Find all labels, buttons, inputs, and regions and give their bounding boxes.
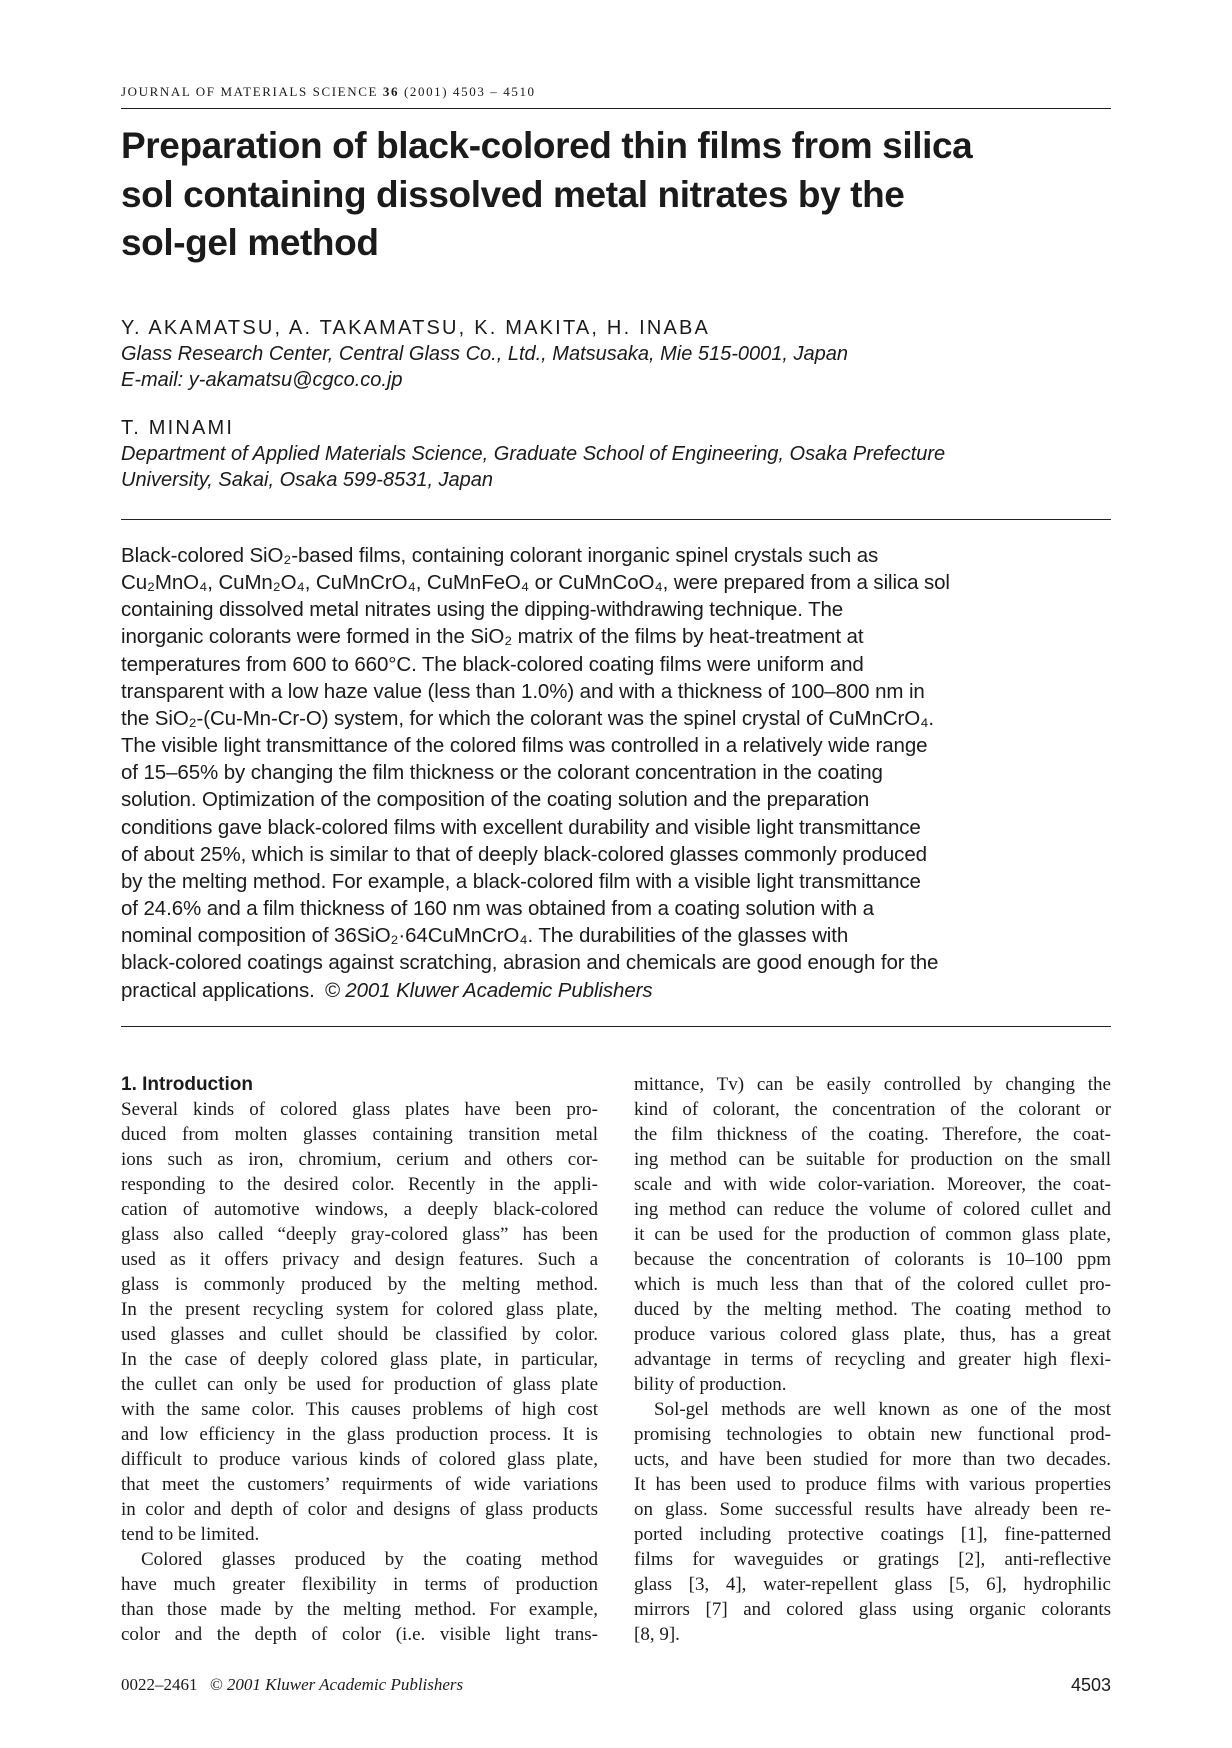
abstract-line	[121, 814, 950, 841]
text-line: the cullet can only be used for production of glass plate	[121, 1374, 598, 1395]
abstract-line-text: conditions gave black-colored films with excellent durability and visible light transmittance	[121, 815, 921, 839]
abstract-line-text: of 15–65% by changing the film thickness or the colorant concentration in the coating	[121, 761, 883, 785]
text-line: in color and depth of color and designs of glass products	[121, 1499, 598, 1520]
text-line: on glass. Some successful results have already been re-	[634, 1499, 1111, 1520]
abstract-line-text: temperatures from 600 to 660°C. The black-colored coating films were uniform and	[121, 652, 864, 676]
right-column	[634, 1072, 1111, 1647]
text-line: mittance, Tv) can be easily controlled by changing the	[634, 1074, 1111, 1095]
header-rule	[121, 108, 1111, 109]
abstract-line-text: of 24.6% and a film thickness of 160 nm was obtained from a coating solution with a	[121, 897, 874, 921]
abstract-bottom-rule	[121, 1026, 1111, 1027]
abstract-line	[121, 922, 950, 949]
text-line: ucts, and have been studied for more than two decades.	[634, 1449, 1111, 1470]
paper-title	[121, 122, 972, 268]
abstract-line	[121, 895, 950, 922]
text-line: color and the depth of color (i.e. visible light trans-	[121, 1624, 598, 1645]
abstract-line-text: by the melting method. For example, a black-colored film with a visible light transmittance	[121, 869, 921, 893]
text-line: duced by the melting method. The coating method to	[634, 1299, 1111, 1320]
text-line: produce various colored glass plate, thus, has a great	[634, 1324, 1111, 1345]
text-line: have much greater flexibility in terms of production	[121, 1574, 598, 1595]
abstract-line	[121, 705, 950, 732]
text-line: tend to be limited.	[121, 1524, 260, 1545]
abstract-line	[121, 759, 950, 786]
issn: 0022–2461	[121, 1675, 198, 1694]
author-names: Y. AKAMATSU, A. TAKAMATSU, K. MAKITA, H. INABA	[121, 317, 711, 339]
text-line: Several kinds of colored glass plates have been pro-	[121, 1099, 598, 1120]
text-line: than those made by the melting method. For example,	[121, 1599, 598, 1620]
abstract-line	[121, 623, 950, 650]
journal-name: JOURNAL OF MATERIALS SCIENCE	[121, 84, 379, 99]
section-heading: 1. Introduction	[121, 1074, 253, 1095]
abstract-top-rule	[121, 519, 1111, 520]
abstract-line	[121, 841, 950, 868]
text-line: which is much less than that of the colored cullet pro-	[634, 1274, 1111, 1295]
author-block-1	[121, 315, 848, 393]
text-line: used as it offers privacy and design features. Such a	[121, 1249, 598, 1270]
author-affiliation: Glass Research Center, Central Glass Co., Ltd., Matsusaka, Mie 515-0001, Japan	[121, 343, 849, 365]
author-affiliation: University, Sakai, Osaka 599-8531, Japan	[121, 469, 494, 491]
abstract-line-text: Black-colored SiO₂-based films, containing colorant inorganic spinel crystals such as	[121, 544, 879, 567]
abstract-line	[121, 569, 950, 596]
text-line: Sol-gel methods are well known as one of the most	[654, 1399, 1111, 1420]
journal-volume: 36	[382, 84, 400, 99]
abstract-line-text: of about 25%, which is similar to that of deeply black-colored glasses commonly produced	[121, 842, 927, 866]
text-line: it can be used for the production of common glass plate,	[634, 1224, 1111, 1245]
abstract-line-text: practical applications.	[121, 978, 315, 1002]
text-line: ing method can reduce the volume of colored cullet and	[634, 1199, 1111, 1220]
text-line: kind of colorant, the concentration of the colorant or	[634, 1099, 1111, 1120]
abstract-line-text: solution. Optimization of the composition of the coating solution and the preparation	[121, 788, 870, 812]
text-line: and low efficiency in the glass production process. It is	[121, 1424, 598, 1445]
text-line: because the concentration of colorants is 10–100 ppm	[634, 1249, 1111, 1270]
author-affiliation: Department of Applied Materials Science, Graduate School of Engineering, Osaka Prefecture	[121, 443, 946, 465]
text-line: responding to the desired color. Recently in the appli-	[121, 1174, 598, 1195]
text-line: with the same color. This causes problems of high cost	[121, 1399, 598, 1420]
text-line: the film thickness of the coating. Therefore, the coat-	[634, 1124, 1111, 1145]
running-header	[121, 84, 536, 100]
text-line: [8, 9].	[634, 1624, 680, 1645]
text-line: that meet the customers’ requirments of wide variations	[121, 1474, 598, 1495]
abstract-line	[121, 868, 950, 895]
left-column	[121, 1072, 598, 1647]
text-line: bility of production.	[634, 1374, 787, 1395]
author-email: E-mail: y-akamatsu@cgco.co.jp	[121, 369, 403, 391]
text-line: It has been used to produce films with various properties	[634, 1474, 1111, 1495]
author-block-2	[121, 415, 945, 493]
footer-left	[121, 1675, 463, 1695]
text-line: promising technologies to obtain new functional prod-	[634, 1424, 1111, 1445]
abstract-line	[121, 732, 950, 759]
abstract-line-text: Cu₂MnO₄, CuMn₂O₄, CuMnCrO₄, CuMnFeO₄ or CuMnCoO₄, were prepared from a silica sol	[121, 571, 950, 595]
text-line: glass [3, 4], water-repellent glass [5, 6], hydrophilic	[634, 1574, 1111, 1595]
text-line: used glasses and cullet should be classified by color.	[121, 1324, 598, 1345]
text-line: ions such as iron, chromium, cerium and others cor-	[121, 1149, 598, 1170]
abstract-line-text: transparent with a low haze value (less than 1.0%) and with a thickness of 100–800 nm in	[121, 679, 925, 703]
abstract-line-text: the SiO₂-(Cu-Mn-Cr-O) system, for which the colorant was the spinel crystal of CuMnCrO₄.	[121, 706, 934, 730]
abstract-line	[121, 542, 950, 569]
text-line: scale and with wide color-variation. Moreover, the coat-	[634, 1174, 1111, 1195]
text-line: In the case of deeply colored glass plate, in particular,	[121, 1349, 598, 1370]
abstract	[121, 542, 950, 1004]
title-line: sol-gel method	[121, 222, 379, 263]
abstract-line-text: The visible light transmittance of the colored films was controlled in a relatively wide range	[121, 734, 928, 758]
title-line: sol containing dissolved metal nitrates by the	[121, 173, 905, 215]
abstract-line-text: black-colored coatings against scratching, abrasion and chemicals are good enough for the	[121, 951, 939, 975]
abstract-line-text: nominal composition of 36SiO₂·64CuMnCrO₄. The durabilities of the glasses with	[121, 924, 849, 948]
journal-year-pages: (2001) 4503 – 4510	[403, 84, 536, 99]
text-line: difficult to produce various kinds of colored glass plate,	[121, 1449, 598, 1470]
abstract-line	[121, 977, 950, 1004]
text-line: glass also called “deeply gray-colored glass” has been	[121, 1224, 598, 1245]
title-line: Preparation of black-colored thin films from silica	[121, 125, 973, 166]
abstract-line-text: containing dissolved metal nitrates using the dipping-withdrawing technique. The	[121, 598, 844, 622]
text-line: In the present recycling system for colored glass plate,	[121, 1299, 598, 1320]
footer-copyright: © 2001 Kluwer Academic Publishers	[209, 1675, 464, 1694]
text-line: films for waveguides or gratings [2], anti-reflective	[634, 1549, 1111, 1570]
abstract-line-text: inorganic colorants were formed in the SiO₂ matrix of the films by heat-treatment at	[121, 625, 864, 649]
page-number: 4503	[1070, 1675, 1111, 1695]
text-line: mirrors [7] and colored glass using organic colorants	[634, 1599, 1111, 1620]
text-line: ing method can be suitable for production on the small	[634, 1149, 1111, 1170]
text-line: ported including protective coatings [1], fine-patterned	[634, 1524, 1111, 1545]
text-line: advantage in terms of recycling and greater high flexi-	[634, 1349, 1111, 1370]
abstract-copyright: © 2001 Kluwer Academic Publishers	[324, 978, 653, 1002]
text-line: duced from molten glasses containing transition metal	[121, 1124, 598, 1145]
text-line: cation of automotive windows, a deeply black-colored	[121, 1199, 598, 1220]
abstract-line	[121, 596, 950, 623]
text-line: Colored glasses produced by the coating method	[141, 1549, 598, 1570]
abstract-line	[121, 949, 950, 976]
abstract-line	[121, 651, 950, 678]
abstract-line	[121, 678, 950, 705]
text-line: glass is commonly produced by the melting method.	[121, 1274, 598, 1295]
abstract-line	[121, 786, 950, 813]
author-names: T. MINAMI	[121, 417, 235, 439]
